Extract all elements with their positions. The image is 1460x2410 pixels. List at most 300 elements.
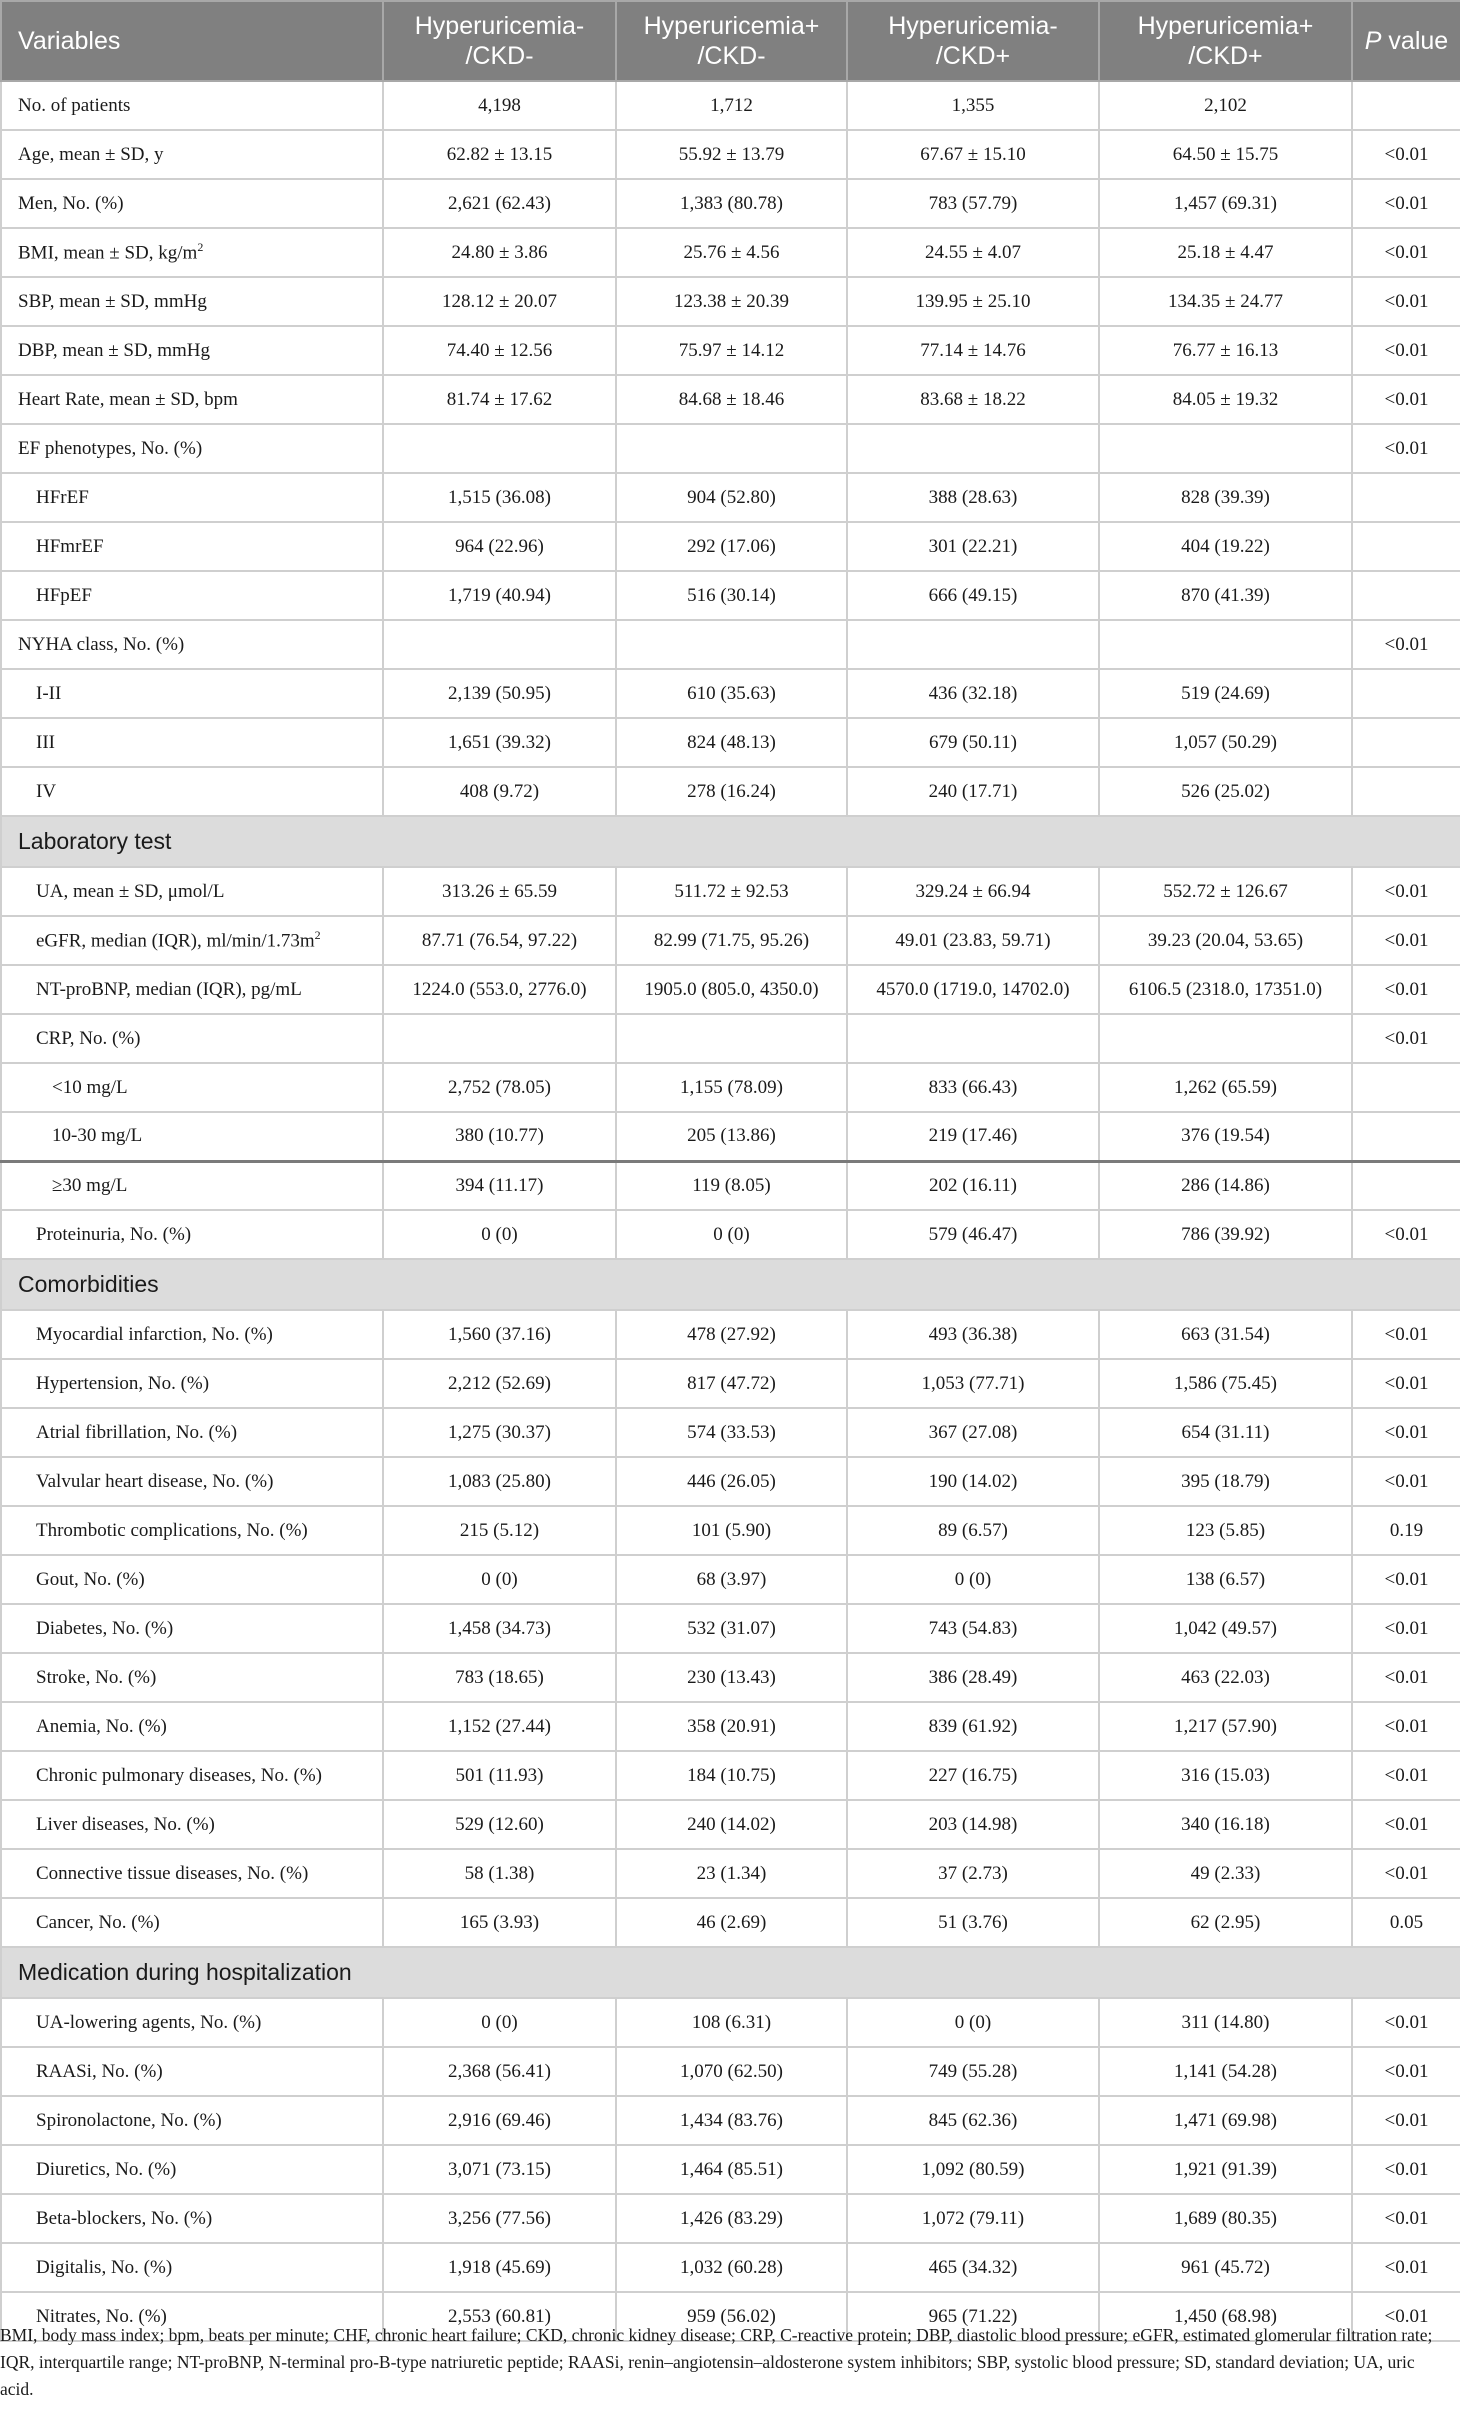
table-row [1,571,1460,620]
variable-label: Proteinuria, No. (%) [1,1210,383,1259]
value-cell: 67.67 ± 15.10 [847,130,1099,179]
variable-label: HFrEF [1,473,383,522]
p-value-cell [1352,522,1460,571]
value-cell: 367 (27.08) [847,1408,1099,1457]
value-cell: 3,071 (73.15) [383,2145,616,2194]
variable-label: EF phenotypes, No. (%) [1,424,383,473]
p-value-cell: <0.01 [1352,1751,1460,1800]
p-value-cell: <0.01 [1352,130,1460,179]
p-value-cell: 0.05 [1352,1898,1460,1947]
value-cell: 743 (54.83) [847,1604,1099,1653]
value-cell: 845 (62.36) [847,2096,1099,2145]
value-cell: 1,719 (40.94) [383,571,616,620]
p-value-cell: <0.01 [1352,179,1460,228]
value-cell: 24.80 ± 3.86 [383,228,616,277]
value-cell: 1,053 (77.71) [847,1359,1099,1408]
table-row [1,228,1460,277]
p-value-cell: <0.01 [1352,2145,1460,2194]
value-cell: 128.12 ± 20.07 [383,277,616,326]
value-cell: 3,256 (77.56) [383,2194,616,2243]
value-cell: 529 (12.60) [383,1800,616,1849]
value-cell: 1,042 (49.57) [1099,1604,1352,1653]
value-cell: 1,032 (60.28) [616,2243,847,2292]
value-cell: 839 (61.92) [847,1702,1099,1751]
variable-label: Men, No. (%) [1,179,383,228]
table-row [1,1800,1460,1849]
value-cell: 1,072 (79.11) [847,2194,1099,2243]
p-value-cell [1352,718,1460,767]
p-value-cell [1352,81,1460,130]
value-cell [616,424,847,473]
value-cell: 1,426 (83.29) [616,2194,847,2243]
value-cell: 1,560 (37.16) [383,1310,616,1359]
value-cell: 62 (2.95) [1099,1898,1352,1947]
variable-label: Spironolactone, No. (%) [1,2096,383,2145]
variable-label: Diuretics, No. (%) [1,2145,383,2194]
variable-label: NYHA class, No. (%) [1,620,383,669]
value-cell: 340 (16.18) [1099,1800,1352,1849]
value-cell: 679 (50.11) [847,718,1099,767]
table-row [1,1457,1460,1506]
value-cell: 101 (5.90) [616,1506,847,1555]
value-cell: 463 (22.03) [1099,1653,1352,1702]
value-cell: 49 (2.33) [1099,1849,1352,1898]
table-row [1,1310,1460,1359]
table-row [1,620,1460,669]
value-cell: 62.82 ± 13.15 [383,130,616,179]
value-cell [1099,1014,1352,1063]
variable-label: Myocardial infarction, No. (%) [1,1310,383,1359]
table-row [1,1161,1460,1210]
value-cell: 394 (11.17) [383,1161,616,1210]
header-hyperuricemia-pos-ckd-pos: Hyperuricemia+ /CKD+ [1099,1,1352,81]
value-cell: 1,464 (85.51) [616,2145,847,2194]
variable-label: Anemia, No. (%) [1,1702,383,1751]
value-cell [1099,620,1352,669]
value-cell: 2,752 (78.05) [383,1063,616,1112]
value-cell: 579 (46.47) [847,1210,1099,1259]
p-value-cell: <0.01 [1352,2047,1460,2096]
value-cell: 55.92 ± 13.79 [616,130,847,179]
table-row [1,179,1460,228]
value-cell: 1,217 (57.90) [1099,1702,1352,1751]
p-value-cell [1352,767,1460,816]
value-cell: 1,083 (25.80) [383,1457,616,1506]
value-cell: 574 (33.53) [616,1408,847,1457]
value-cell: 516 (30.14) [616,571,847,620]
value-cell: 205 (13.86) [616,1112,847,1161]
value-cell: 134.35 ± 24.77 [1099,277,1352,326]
p-value-cell: 0.19 [1352,1506,1460,1555]
table-row [1,277,1460,326]
table-row [1,424,1460,473]
p-value-cell: <0.01 [1352,1849,1460,1898]
variable-label: UA, mean ± SD, μmol/L [1,867,383,916]
value-cell: 2,139 (50.95) [383,669,616,718]
value-cell: 526 (25.02) [1099,767,1352,816]
p-value-cell: <0.01 [1352,1014,1460,1063]
table-row [1,1604,1460,1653]
value-cell: 278 (16.24) [616,767,847,816]
value-cell: 404 (19.22) [1099,522,1352,571]
value-cell: 408 (9.72) [383,767,616,816]
variable-label: Liver diseases, No. (%) [1,1800,383,1849]
value-cell: 165 (3.93) [383,1898,616,1947]
variable-label: HFpEF [1,571,383,620]
value-cell: 388 (28.63) [847,473,1099,522]
value-cell: 227 (16.75) [847,1751,1099,1800]
p-value-cell: <0.01 [1352,1800,1460,1849]
variable-label: Gout, No. (%) [1,1555,383,1604]
value-cell: 0 (0) [847,1998,1099,2047]
value-cell: 89 (6.57) [847,1506,1099,1555]
p-value-cell: <0.01 [1352,1702,1460,1751]
value-cell: 961 (45.72) [1099,2243,1352,2292]
value-cell: 0 (0) [847,1555,1099,1604]
value-cell: 2,102 [1099,81,1352,130]
value-cell: 74.40 ± 12.56 [383,326,616,375]
section-header-row [1,1947,1460,1998]
variable-label: HFmrEF [1,522,383,571]
value-cell: 386 (28.49) [847,1653,1099,1702]
variable-label: IV [1,767,383,816]
variable-label: Hypertension, No. (%) [1,1359,383,1408]
value-cell: 108 (6.31) [616,1998,847,2047]
value-cell: 76.77 ± 16.13 [1099,326,1352,375]
variable-label: No. of patients [1,81,383,130]
value-cell: 2,368 (56.41) [383,2047,616,2096]
value-cell [383,620,616,669]
value-cell: 1,515 (36.08) [383,473,616,522]
value-cell: 1,918 (45.69) [383,2243,616,2292]
variable-label: Beta-blockers, No. (%) [1,2194,383,2243]
value-cell: 230 (13.43) [616,1653,847,1702]
value-cell: 493 (36.38) [847,1310,1099,1359]
section-label: Laboratory test [1,816,1460,867]
p-value-cell: <0.01 [1352,1408,1460,1457]
value-cell: 286 (14.86) [1099,1161,1352,1210]
table-row [1,2243,1460,2292]
value-cell: 663 (31.54) [1099,1310,1352,1359]
value-cell: 1,057 (50.29) [1099,718,1352,767]
table-row [1,1849,1460,1898]
p-value-cell: <0.01 [1352,620,1460,669]
value-cell: 292 (17.06) [616,522,847,571]
p-value-cell [1352,1112,1460,1161]
p-value-cell: <0.01 [1352,1457,1460,1506]
value-cell: 84.68 ± 18.46 [616,375,847,424]
value-cell: 64.50 ± 15.75 [1099,130,1352,179]
variable-label: DBP, mean ± SD, mmHg [1,326,383,375]
value-cell: 1,070 (62.50) [616,2047,847,2096]
value-cell: 532 (31.07) [616,1604,847,1653]
p-value-cell: <0.01 [1352,1210,1460,1259]
p-value-cell: <0.01 [1352,916,1460,965]
table-footnote: BMI, body mass index; bpm, beats per minute; CHF, chronic heart failure; CKD, chronic kidney disease; CRP, C-reactive protein; DBP, diastolic blood pressure; eGFR, estimated glomerular filtration rate; IQR, interquartile range; NT-proBNP, N-terminal pro-B-type natriuretic peptide; RAASi, renin–angiotensin–aldosterone system inhibitors; SBP, systolic blood pressure; SD, standard deviation; UA, uric acid. [0,2325,1433,2399]
p-value-cell: <0.01 [1352,1310,1460,1359]
value-cell: 1,458 (34.73) [383,1604,616,1653]
header-hyperuricemia-pos-ckd-neg: Hyperuricemia+ /CKD- [616,1,847,81]
value-cell: 2,621 (62.43) [383,179,616,228]
value-cell: 610 (35.63) [616,669,847,718]
value-cell: 666 (49.15) [847,571,1099,620]
table-row [1,1555,1460,1604]
table-row [1,2145,1460,2194]
table-row [1,916,1460,965]
variable-label: UA-lowering agents, No. (%) [1,1998,383,2047]
table-row [1,767,1460,816]
p-value-cell: <0.01 [1352,1998,1460,2047]
variable-label: Age, mean ± SD, y [1,130,383,179]
variable-label: SBP, mean ± SD, mmHg [1,277,383,326]
table-row [1,326,1460,375]
p-value-cell: <0.01 [1352,1359,1460,1408]
value-cell: 552.72 ± 126.67 [1099,867,1352,916]
value-cell: 1,275 (30.37) [383,1408,616,1457]
header-p-value: P value [1352,1,1460,81]
p-value-cell: <0.01 [1352,228,1460,277]
value-cell: 376 (19.54) [1099,1112,1352,1161]
variable-label: CRP, No. (%) [1,1014,383,1063]
header-row [1,1,1460,81]
variable-label: 10-30 mg/L [1,1112,383,1161]
value-cell: 37 (2.73) [847,1849,1099,1898]
value-cell: 301 (22.21) [847,522,1099,571]
value-cell: 786 (39.92) [1099,1210,1352,1259]
value-cell: 25.76 ± 4.56 [616,228,847,277]
value-cell: 1,921 (91.39) [1099,2145,1352,2194]
value-cell: 2,916 (69.46) [383,2096,616,2145]
value-cell: 959 (56.02) [616,2292,847,2341]
value-cell: 358 (20.91) [616,1702,847,1751]
value-cell: 83.68 ± 18.22 [847,375,1099,424]
table-row [1,1112,1460,1161]
value-cell [383,424,616,473]
variable-label: Thrombotic complications, No. (%) [1,1506,383,1555]
value-cell: 817 (47.72) [616,1359,847,1408]
variable-label: eGFR, median (IQR), $ml/\min/1.73m^2$ [1,916,383,965]
value-cell [1099,424,1352,473]
p-value-cell: <0.01 [1352,2194,1460,2243]
p-value-cell [1352,669,1460,718]
value-cell: 184 (10.75) [616,1751,847,1800]
variable-label: Digitalis, No. (%) [1,2243,383,2292]
value-cell: 1,355 [847,81,1099,130]
value-cell: 654 (31.11) [1099,1408,1352,1457]
variable-label: NT-proBNP, median (IQR), pg/mL [1,965,383,1014]
table-row [1,375,1460,424]
value-cell: 0 (0) [383,1210,616,1259]
value-cell: 964 (22.96) [383,522,616,571]
value-cell: 511.72 ± 92.53 [616,867,847,916]
variable-label: I-II [1,669,383,718]
variable-label: Valvular heart disease, No. (%) [1,1457,383,1506]
header-hyperuricemia-neg-ckd-pos: Hyperuricemia- /CKD+ [847,1,1099,81]
value-cell: 965 (71.22) [847,2292,1099,2341]
value-cell: 215 (5.12) [383,1506,616,1555]
value-cell: 1,152 (27.44) [383,1702,616,1751]
value-cell: 749 (55.28) [847,2047,1099,2096]
value-cell: 87.71 (76.54, 97.22) [383,916,616,965]
value-cell [847,424,1099,473]
value-cell: 84.05 ± 19.32 [1099,375,1352,424]
value-cell: 123.38 ± 20.39 [616,277,847,326]
section-label: Medication during hospitalization [1,1947,1460,1998]
value-cell: 202 (16.11) [847,1161,1099,1210]
variable-label: ≥30 mg/L [1,1161,383,1210]
variable-label: III [1,718,383,767]
variable-label: Atrial fibrillation, No. (%) [1,1408,383,1457]
value-cell: 478 (27.92) [616,1310,847,1359]
value-cell: 329.24 ± 66.94 [847,867,1099,916]
p-value-cell: <0.01 [1352,326,1460,375]
table-header [1,1,1460,81]
table-row [1,1898,1460,1947]
value-cell: 2,212 (52.69) [383,1359,616,1408]
value-cell: 824 (48.13) [616,718,847,767]
table-row [1,1653,1460,1702]
value-cell: 51 (3.76) [847,1898,1099,1947]
value-cell [616,620,847,669]
table-row [1,130,1460,179]
value-cell: 1,471 (69.98) [1099,2096,1352,2145]
variable-label: RAASi, No. (%) [1,2047,383,2096]
value-cell: 23 (1.34) [616,1849,847,1898]
section-header-row [1,1259,1460,1310]
variable-label: BMI, mean ± SD, $kg/m^2$ [1,228,383,277]
p-value-cell: <0.01 [1352,1604,1460,1653]
table-row [1,2096,1460,2145]
value-cell: 501 (11.93) [383,1751,616,1800]
table-row [1,522,1460,571]
value-cell: 24.55 ± 4.07 [847,228,1099,277]
value-cell: 39.23 (20.04, 53.65) [1099,916,1352,965]
p-value-cell [1352,1063,1460,1112]
p-value-cell: <0.01 [1352,277,1460,326]
value-cell: 0 (0) [616,1210,847,1259]
value-cell: 49.01 (23.83, 59.71) [847,916,1099,965]
value-cell: 68 (3.97) [616,1555,847,1604]
p-value-cell: <0.01 [1352,424,1460,473]
value-cell: 311 (14.80) [1099,1998,1352,2047]
p-value-cell: <0.01 [1352,2243,1460,2292]
value-cell: 904 (52.80) [616,473,847,522]
value-cell [847,620,1099,669]
table-row [1,718,1460,767]
superscript: 2 [197,240,204,255]
value-cell: 0 (0) [383,1555,616,1604]
value-cell: 138 (6.57) [1099,1555,1352,1604]
value-cell: 1,689 (80.35) [1099,2194,1352,2243]
value-cell: 1,457 (69.31) [1099,179,1352,228]
variable-label: <10 mg/L [1,1063,383,1112]
value-cell: 1,586 (75.45) [1099,1359,1352,1408]
value-cell: 1,450 (68.98) [1099,2292,1352,2341]
value-cell [847,1014,1099,1063]
table-row [1,473,1460,522]
variable-label: Connective tissue diseases, No. (%) [1,1849,383,1898]
value-cell: 4,198 [383,81,616,130]
table-row [1,1702,1460,1751]
value-cell: 519 (24.69) [1099,669,1352,718]
value-cell: 1,092 (80.59) [847,2145,1099,2194]
value-cell: 313.26 ± 65.59 [383,867,616,916]
value-cell: 833 (66.43) [847,1063,1099,1112]
variable-label: Chronic pulmonary diseases, No. (%) [1,1751,383,1800]
table-body [1,81,1460,2341]
value-cell: 1,712 [616,81,847,130]
variable-label: Heart Rate, mean ± SD, bpm [1,375,383,424]
table-row [1,1506,1460,1555]
value-cell: 81.74 ± 17.62 [383,375,616,424]
table-row [1,1210,1460,1259]
value-cell: 783 (57.79) [847,179,1099,228]
value-cell: 380 (10.77) [383,1112,616,1161]
value-cell: 119 (8.05) [616,1161,847,1210]
p-value-cell: <0.01 [1352,1555,1460,1604]
value-cell: 436 (32.18) [847,669,1099,718]
table-row [1,1359,1460,1408]
value-cell: 82.99 (71.75, 95.26) [616,916,847,965]
value-cell: 446 (26.05) [616,1457,847,1506]
value-cell: 395 (18.79) [1099,1457,1352,1506]
value-cell: 123 (5.85) [1099,1506,1352,1555]
value-cell: 139.95 ± 25.10 [847,277,1099,326]
value-cell: 316 (15.03) [1099,1751,1352,1800]
value-cell: 828 (39.39) [1099,473,1352,522]
value-cell [383,1014,616,1063]
value-cell: 46 (2.69) [616,1898,847,1947]
table-row [1,1014,1460,1063]
value-cell: 58 (1.38) [383,1849,616,1898]
superscript: 2 [314,928,321,943]
value-cell: 1,383 (80.78) [616,179,847,228]
table-row [1,965,1460,1014]
value-cell: 1,155 (78.09) [616,1063,847,1112]
value-cell: 870 (41.39) [1099,571,1352,620]
value-cell: 1,141 (54.28) [1099,2047,1352,2096]
p-value-cell: <0.01 [1352,375,1460,424]
p-value-cell: <0.01 [1352,2096,1460,2145]
value-cell: 1224.0 (553.0, 2776.0) [383,965,616,1014]
value-cell: 240 (17.71) [847,767,1099,816]
header-variables: Variables [1,1,383,81]
value-cell: 0 (0) [383,1998,616,2047]
variable-label: Stroke, No. (%) [1,1653,383,1702]
table-row [1,2194,1460,2243]
p-value-cell: <0.01 [1352,965,1460,1014]
p-value-cell: <0.01 [1352,867,1460,916]
table-row [1,2047,1460,2096]
value-cell: 75.97 ± 14.12 [616,326,847,375]
variable-label: Nitrates, No. (%) [1,2292,383,2341]
section-label: Comorbidities [1,1259,1460,1310]
value-cell: 77.14 ± 14.76 [847,326,1099,375]
header-hyperuricemia-neg-ckd-neg: Hyperuricemia- /CKD- [383,1,616,81]
value-cell: 4570.0 (1719.0, 14702.0) [847,965,1099,1014]
section-header-row [1,816,1460,867]
p-value-cell: <0.01 [1352,2292,1460,2341]
value-cell: 783 (18.65) [383,1653,616,1702]
value-cell: 190 (14.02) [847,1457,1099,1506]
table-row [1,81,1460,130]
value-cell: 1,262 (65.59) [1099,1063,1352,1112]
value-cell: 6106.5 (2318.0, 17351.0) [1099,965,1352,1014]
table-row [1,1751,1460,1800]
table-row [1,1408,1460,1457]
value-cell [616,1014,847,1063]
value-cell: 203 (14.98) [847,1800,1099,1849]
